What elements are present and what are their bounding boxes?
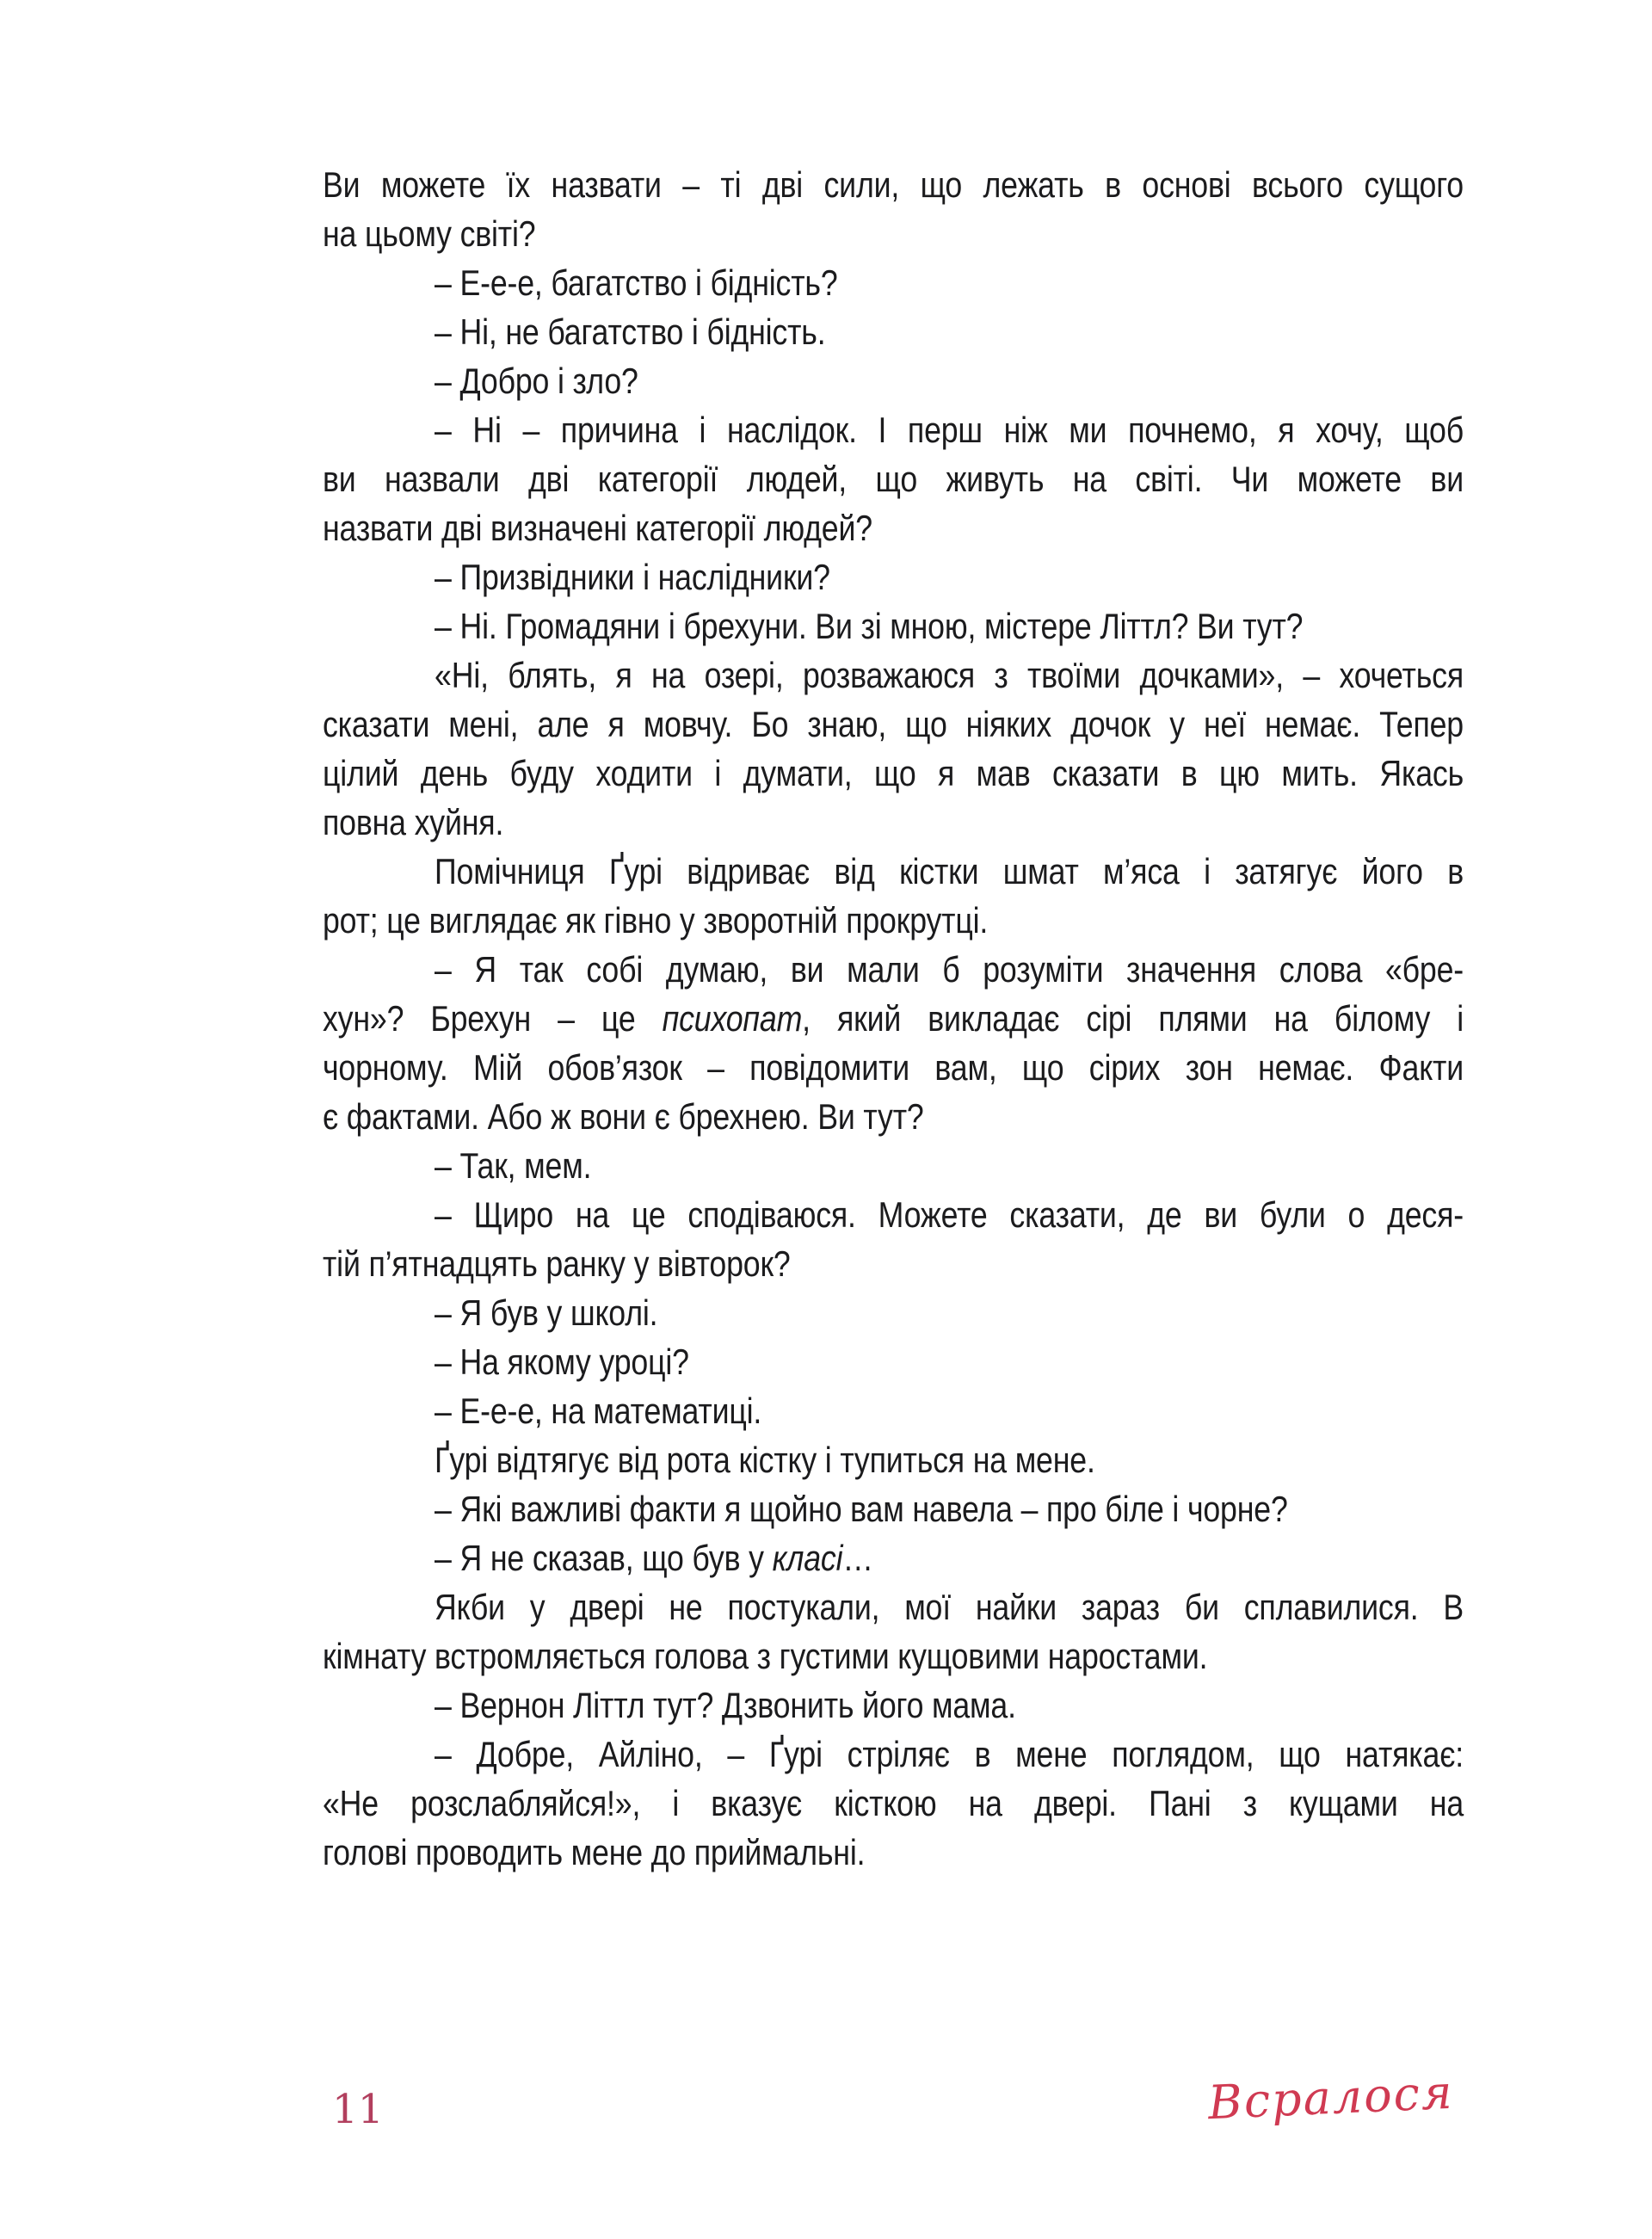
- text-line: [323, 749, 1464, 798]
- text-line: [323, 356, 1464, 405]
- text-line: [323, 847, 1464, 896]
- text-line: [323, 1141, 1464, 1190]
- text-segment: – Я так собі думаю, ви мали б розуміти значення слова «бре-: [435, 949, 1464, 990]
- text-line: [323, 1730, 1464, 1779]
- text-line: [323, 1043, 1464, 1092]
- text-segment: голові проводить мене до приймальні.: [323, 1832, 866, 1872]
- text-segment: – Я був у школі.: [435, 1292, 658, 1333]
- text-segment: – Які важливі факти я щойно вам навела – про біле і чорне?: [435, 1489, 1288, 1529]
- text-line: [323, 1582, 1464, 1631]
- text-line: [323, 994, 1464, 1043]
- text-segment: – Е-е-е, багатство і бідність?: [435, 262, 838, 303]
- text-line: [323, 1386, 1464, 1435]
- text-segment: – Щиро на це сподіваюся. Можете сказати, де ви були о деся-: [435, 1194, 1464, 1235]
- text-segment: – На якому уроці?: [435, 1342, 689, 1382]
- text-line: [323, 1779, 1464, 1828]
- text-segment: – Добре, Айліно, – Ґурі стріляє в мене поглядом, що натякає:: [435, 1734, 1464, 1774]
- text-line: [323, 160, 1464, 209]
- text-line: [323, 405, 1464, 454]
- text-line: [323, 503, 1464, 552]
- handwritten-running-title: Всралося: [1207, 2064, 1456, 2131]
- text-segment: цілий день буду ходити і думати, що я мав сказати в цю мить. Якась: [323, 753, 1464, 793]
- body-text-block: [323, 160, 1464, 1877]
- text-line: [323, 651, 1464, 700]
- text-segment: – Добро і зло?: [435, 361, 638, 401]
- text-line: [323, 209, 1464, 258]
- text-segment: – Ні. Громадяни і брехуни. Ви зі мною, містере Літтл? Ви тут?: [435, 606, 1304, 646]
- text-segment: Помічниця Ґурі відриває від кістки шмат м’яса і затягує його в: [435, 851, 1464, 891]
- text-segment: назвати дві визначені категорії людей?: [323, 508, 872, 548]
- text-line: [323, 700, 1464, 749]
- italic-text-segment: психопат: [662, 998, 803, 1039]
- text-line: [323, 1092, 1464, 1141]
- text-line: [323, 1239, 1464, 1288]
- text-segment: кімнату встромляється голова з густими кущовими наростами.: [323, 1636, 1208, 1676]
- text-segment: тій п’ятнадцять ранку у вівторок?: [323, 1243, 791, 1284]
- text-line: [323, 454, 1464, 503]
- text-segment: – Вернон Літтл тут? Дзвонить його мама.: [435, 1685, 1016, 1725]
- text-line: [323, 258, 1464, 307]
- text-segment: – Е-е-е, на математиці.: [435, 1391, 762, 1431]
- text-line: [323, 1681, 1464, 1730]
- text-line: [323, 1484, 1464, 1533]
- text-line: [323, 945, 1464, 994]
- text-line: [323, 1435, 1464, 1484]
- text-line: [323, 1337, 1464, 1386]
- text-line: [323, 896, 1464, 945]
- text-segment: чорному. Мій обов’язок – повідомити вам, що сірих зон немає. Факти: [323, 1047, 1464, 1088]
- text-segment: Якби у двері не постукали, мої найки зараз би сплавилися. В: [435, 1587, 1464, 1627]
- text-line: [323, 601, 1464, 651]
- text-segment: рот; це виглядає як гівно у зворотній прокрутці.: [323, 900, 989, 941]
- text-line: [323, 1828, 1464, 1877]
- text-line: [323, 1533, 1464, 1582]
- text-segment: – Так, мем.: [435, 1145, 592, 1186]
- text-segment: повна хуйня.: [323, 802, 504, 842]
- italic-text-segment: класі: [772, 1538, 843, 1578]
- text-line: [323, 552, 1464, 601]
- text-segment: Ви можете їх назвати – ті дві сили, що лежать в основі всього сущого: [323, 164, 1464, 205]
- text-segment: – Ні, не багатство і бідність.: [435, 311, 826, 352]
- text-segment: хун»? Брехун – це: [323, 998, 663, 1039]
- text-segment: сказати мені, але я мовчу. Бо знаю, що ніяких дочок у неї немає. Тепер: [323, 704, 1464, 744]
- text-line: [323, 307, 1464, 356]
- text-segment: – Я не сказав, що був у: [435, 1538, 773, 1578]
- text-line: [323, 798, 1464, 847]
- text-segment: , який викладає сірі плями на білому і: [802, 998, 1464, 1039]
- text-line: [323, 1631, 1464, 1681]
- page-number: 11: [332, 2086, 384, 2133]
- text-segment: – Призвідники і наслідники?: [435, 557, 830, 597]
- text-segment: є фактами. Або ж вони є брехнею. Ви тут?: [323, 1096, 924, 1137]
- text-segment: на цьому світі?: [323, 213, 536, 254]
- text-line: [323, 1190, 1464, 1239]
- text-segment: Ґурі відтягує від рота кістку і тупиться на мене.: [435, 1440, 1095, 1480]
- text-segment: – Ні – причина і наслідок. І перш ніж ми почнемо, я хочу, щоб: [435, 410, 1464, 450]
- text-segment: «Ні, блять, я на озері, розважаюся з твоїми дочками», – хочеться: [435, 655, 1464, 695]
- text-line: [323, 1288, 1464, 1337]
- text-segment: …: [842, 1538, 873, 1578]
- text-segment: «Не розслабляйся!», і вказує кісткою на двері. Пані з кущами на: [323, 1783, 1464, 1823]
- text-segment: ви назвали дві категорії людей, що живуть на світі. Чи можете ви: [323, 459, 1464, 499]
